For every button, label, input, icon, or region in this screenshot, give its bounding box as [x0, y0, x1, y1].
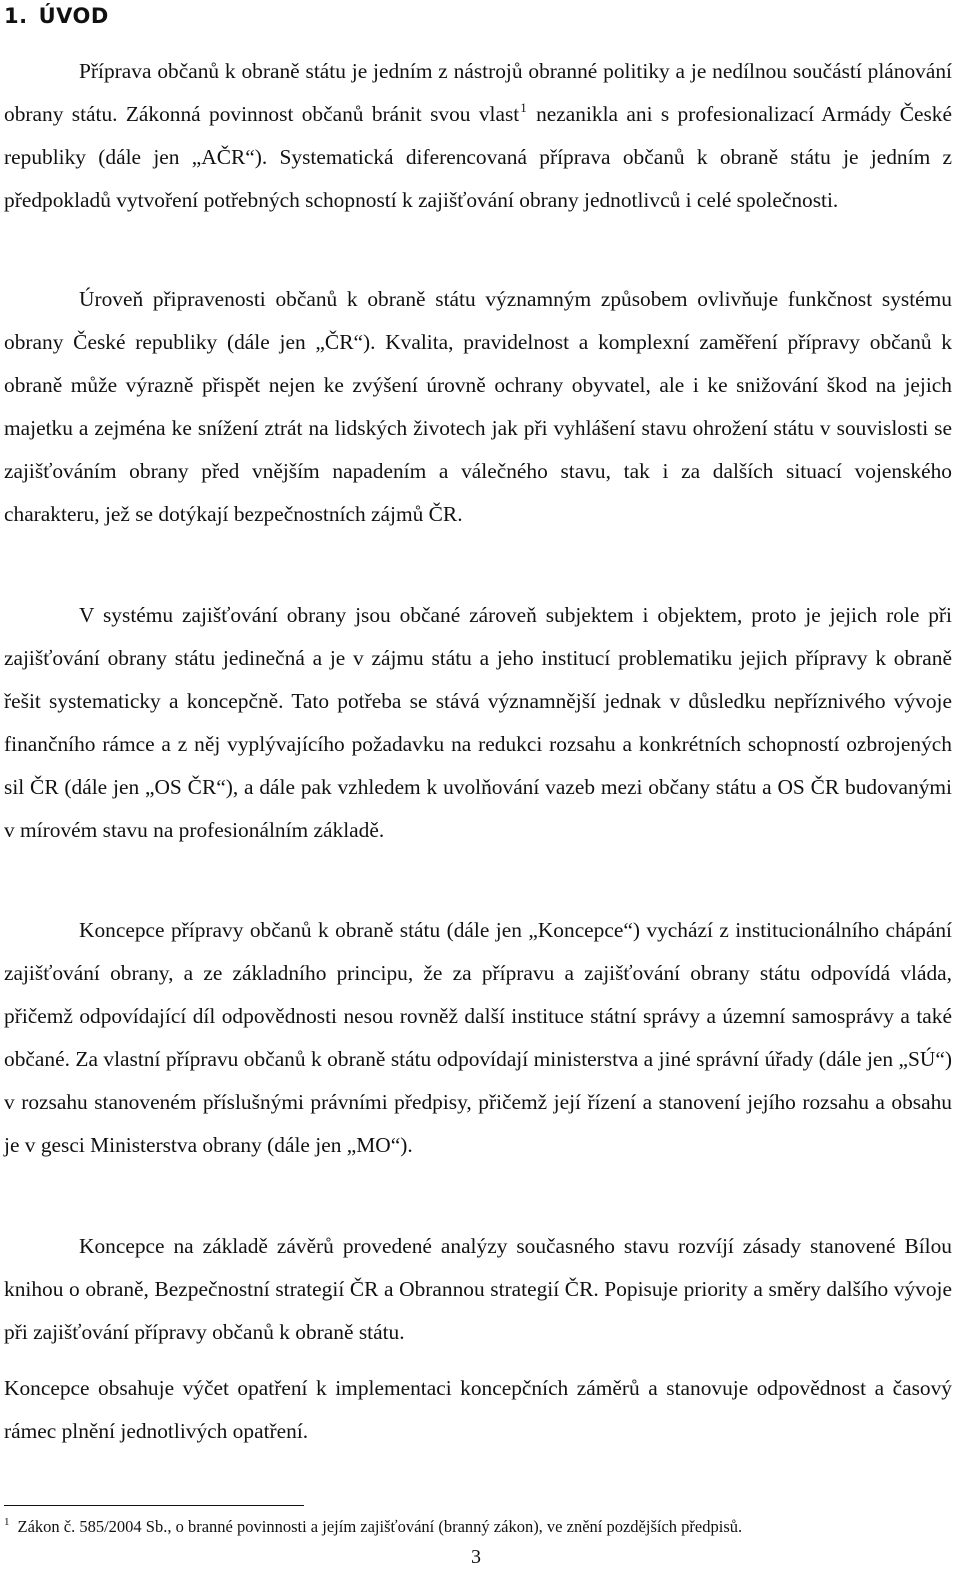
section-heading: [4, 2, 109, 30]
paragraph-analysis: Koncepce na základě závěrů provedené analýzy současného stavu rozvíjí zásady stanovené Bílou knihou o obraně, Bezpečnostní strategií ČR a Obrannou strategií ČR. Popisuje priority a směry dalšího vývoje při zajišťování přípravy občanů k obraně státu.: [4, 1234, 952, 1345]
paragraph-concept-basis: Koncepce přípravy občanů k obraně státu (dále jen „Koncepce“) vychází z institucionálního chápání zajišťování obrany, a ze základního principu, že za přípravu a zajišťování obrany státu odpovídá vláda, přičemž odpovídající díl odpovědnosti nesou rovněž další instituce státní správy a územní samosprávy a také občané. Za vlastní přípravu občanů k obraně státu odpovídají ministerstva a jiné správní úřady (dále jen „SÚ“) v rozsahu stanoveném příslušnými právními předpisy, přičemž její řízení a stanovení jejího rozsahu a obsahu je v gesci Ministerstva obrany (dále jen „MO“).: [4, 918, 952, 1158]
paragraph-text: Příprava občanů k obraně státu je jedním z nástrojů obranné politiky a je nedílnou součástí plánování obrany státu. Zákonná povinnost občanů bránit svou vlast: [4, 59, 952, 127]
paragraph-defense-system: V systému zajišťování obrany jsou občané zároveň subjektem i objektem, proto je jejich role při zajišťování obrany státu jedinečná a je v zájmu státu a jeho institucí problematiku jejich přípravy k obraně řešit systematicky a koncepčně. Tato potřeba se stává významnější jednak v důsledku nepříznivého vývoje finančního rámce a z něj vyplývajícího požadavku na redukci rozsahu a konkrétních schopností ozbrojených sil ČR (dále jen „OS ČR“), a dále pak vzhledem k uvolňování vazeb mezi občany státu a OS ČR budovanými v mírovém stavu na profesionálním základě.: [4, 603, 952, 843]
section-number: 1.: [4, 4, 28, 28]
section-title: ÚVOD: [38, 4, 109, 28]
paragraph-intro: [4, 50, 952, 222]
footnote-reference: 1: [520, 100, 527, 116]
paragraph-preparedness: Úroveň připravenosti občanů k obraně státu významným způsobem ovlivňuje funkčnost systému obrany České republiky (dále jen „ČR“). Kvalita, pravidelnost a komplexní zaměření přípravy občanů k obraně může výrazně přispět nejen ke zvýšení úrovně ochrany obyvatel, ale i ke snižování škod na jejich majetku a zejména ke snížení ztrát na lidských životech jak při vyhlášení stavu ohrožení státu v souvislosti se zajišťováním obrany před vnějším napadením a válečného stavu, tak i za dalších situací vojenského charakteru, jež se dotýkají bezpečnostních zájmů ČR.: [4, 287, 952, 527]
footnote-separator: [4, 1505, 304, 1506]
page-number: 3: [471, 1546, 481, 1568]
footnote-text: Zákon č. 585/2004 Sb., o branné povinnosti a jejím zajišťování (branný zákon), ve znění pozdějších předpisů.: [17, 1517, 743, 1536]
paragraph-measures: Koncepce obsahuje výčet opatření k implementaci koncepčních záměrů a stanovuje odpovědnost a časový rámec plnění jednotlivých opatření.: [4, 1376, 952, 1444]
footnote: [4, 1516, 954, 1538]
footnote-number: 1: [4, 1516, 10, 1528]
paragraph-text: nezanikla ani s profesionalizací Armády České republiky (dále jen „AČR“). Systematická diferencovaná příprava občanů k obraně státu je jedním z předpokladů vytvoření potřebných schopností k zajišťování obrany jednotlivců i celé společnosti.: [4, 102, 952, 213]
